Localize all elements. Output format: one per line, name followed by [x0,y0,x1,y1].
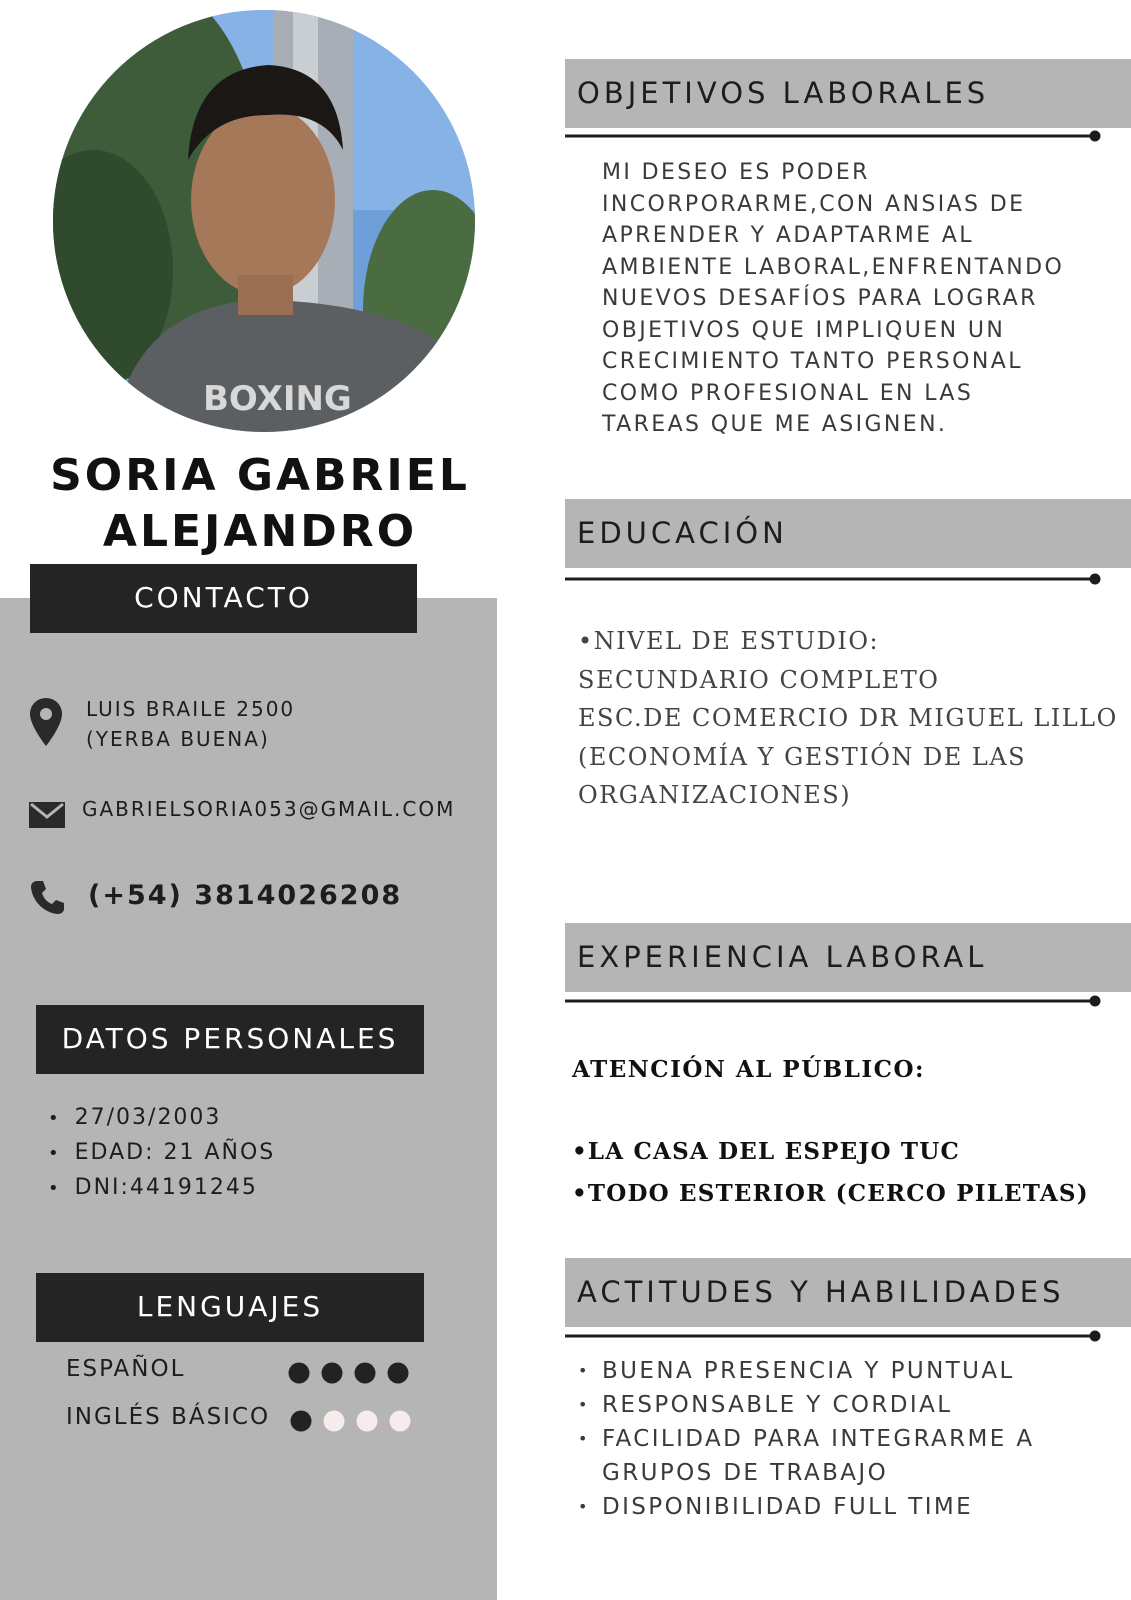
mail-icon [29,802,65,828]
skill-item: • DISPONIBILIDAD FULL TIME [578,1490,1098,1524]
skills-list [578,1354,1098,1524]
birth-date: • 27/03/2003 [48,1101,275,1136]
level-dot-filled [388,1363,409,1384]
education-line: •NIVEL DE ESTUDIO: [578,627,880,655]
education-line: ESC.DE COMERCIO DR MIGUEL LILLO [578,704,1118,732]
age: • EDAD: 21 AÑOS [48,1136,275,1171]
education-title: EDUCACIÓN [577,516,788,550]
language-spanish: ESPAÑOL [66,1356,186,1382]
skill-item: • RESPONSABLE Y CORDIAL [578,1388,1098,1422]
language-level-english [290,1408,414,1434]
language-english: INGLÉS BÁSICO [66,1404,271,1430]
education-header [565,499,1131,568]
level-dot-empty [390,1411,411,1432]
skill-item: • BUENA PRESENCIA Y PUNTUAL [578,1354,1098,1388]
objectives-divider [565,130,1102,142]
skill-item: • FACILIDAD PARA INTEGRARME A GRUPOS DE TRABAJO [578,1422,1098,1490]
level-dot-filled [289,1363,310,1384]
level-dot-filled [322,1363,343,1384]
objectives-text: MI DESEO ES PODER INCORPORARME,CON ANSIAS DE APRENDER Y ADAPTARME AL AMBIENTE LABORAL,ENFRENTANDO NUEVOS DESAFÍOS PARA LOGRAR OBJETIVOS QUE IMPLIQUEN UN CRECIMIENTO TANTO PERSONAL COMO PROFESIONAL EN LAS TAREAS QUE ME ASIGNEN. [602,160,1065,437]
address-line-1: LUIS BRAILE 2500 [86,697,296,721]
personal-data-list [48,1101,275,1206]
dni: • DNI:44191245 [48,1171,275,1206]
skills-divider [565,1330,1102,1342]
experience-divider [565,995,1102,1007]
skills-title: ACTITUDES Y HABILIDADES [577,1275,1065,1309]
svg-text:BOXING: BOXING [203,379,352,419]
education-line: SECUNDARIO COMPLETO [578,665,940,694]
name-line-2: ALEJANDRO [102,506,418,557]
level-dot-empty [357,1411,378,1432]
full-name [20,448,500,560]
experience-item: •TODO ESTERIOR (CERCO PILETAS) [572,1180,1089,1207]
address [86,694,295,754]
map-pin-icon [30,698,62,746]
experience-heading: ATENCIÓN AL PÚBLICO: [572,1056,925,1083]
level-dot-filled [291,1411,312,1432]
experience-header [565,923,1131,992]
experience-title: EXPERIENCIA LABORAL [577,940,988,974]
phone-number[interactable]: (+54) 3814026208 [88,880,403,911]
education-details [578,622,1118,815]
languages-title: LENGUAJES [36,1273,424,1342]
contact-section-title: CONTACTO [30,564,417,633]
skills-header [565,1258,1131,1327]
level-dot-empty [324,1411,345,1432]
experience-item: •LA CASA DEL ESPEJO TUC [572,1138,960,1165]
language-level-spanish [288,1360,412,1386]
education-line: ORGANIZACIONES) [578,781,852,809]
level-dot-filled [355,1363,376,1384]
personal-data-title: DATOS PERSONALES [36,1005,424,1074]
email-address[interactable]: GABRIELSORIA053@GMAIL.COM [82,797,456,821]
profile-photo [53,10,475,432]
address-line-2: (YERBA BUENA) [86,727,270,751]
phone-icon [30,879,66,915]
education-line: (ECONOMÍA Y GESTIÓN DE LAS [578,742,1027,771]
name-line-1: SORIA GABRIEL [50,450,470,501]
education-divider [565,573,1102,585]
objectives-header [565,59,1131,128]
objectives-title: OBJETIVOS LABORALES [577,76,990,110]
